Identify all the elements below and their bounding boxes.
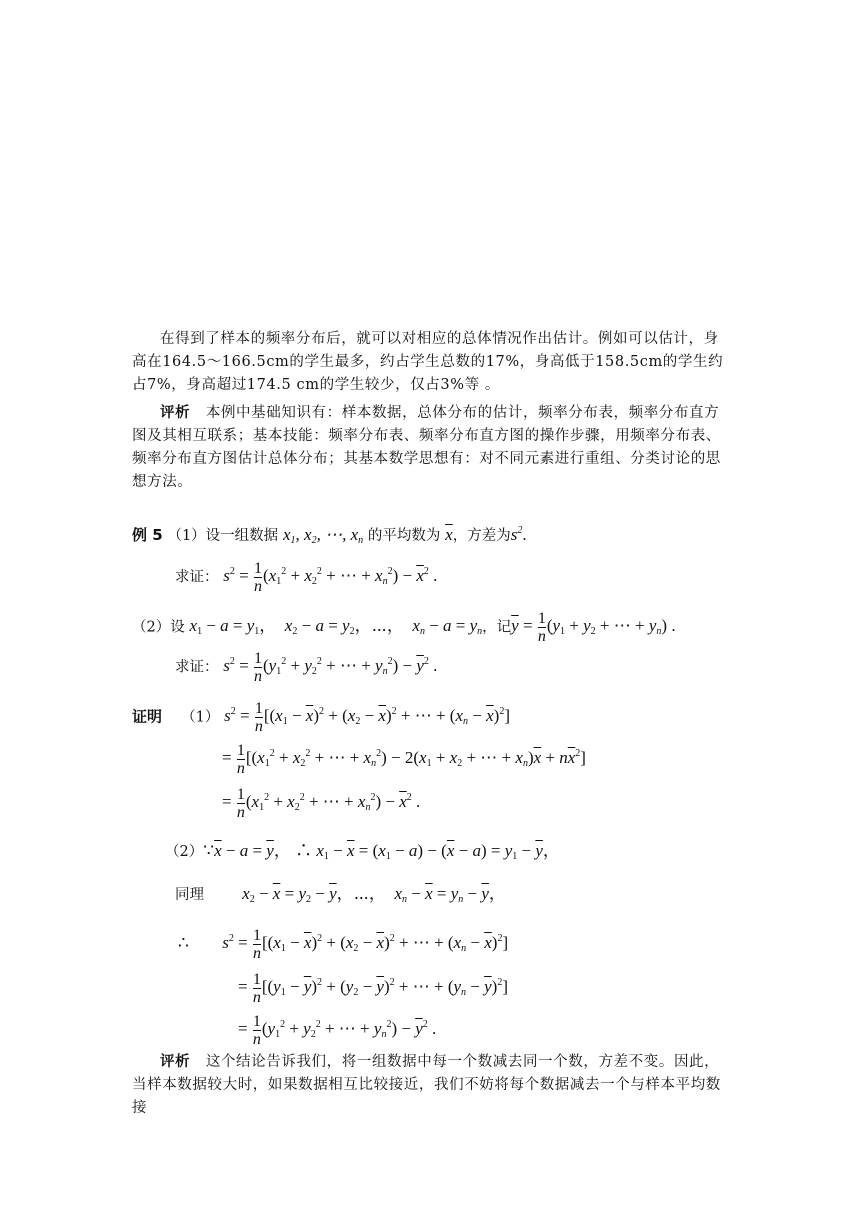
mean-y-formula: $\overline{y}$ = $\frac{1}{n}$ ($y_1 + y_2$ + ⋯ + $y_n$) . [511, 610, 676, 645]
example-5-part1: （1）设一组数据 [167, 528, 279, 544]
proof-1-line-3 [222, 786, 420, 821]
analysis-text: 本例中基础知识有：样本数据，总体分布的估计，频率分布表，频率分布直方图及其相互联系；基本技能：频率分布表、频率分布直方图的操作步骤，用频率分布表、频率分布直方图估计总体分布；其基本数学思想有：对不同元素进行重组、分类讨论的思想方法。 [132, 405, 721, 490]
proof-1-line-2 [222, 742, 586, 777]
paragraph-analysis-2 [132, 1050, 732, 1120]
ji-label: ，记 [482, 619, 512, 636]
part-2-label: （2）设 [132, 619, 185, 636]
example-5-end: ，方差为 [452, 528, 511, 544]
proof-2-line-3 [178, 927, 508, 962]
proof-2-formula-1: $\overline{x} - a = \overline{y}$， ∴ $x_1 - \overline{x} = (x_1 - a) - (\overline{x} - a) = y_1 - \overline{y}$， [214, 841, 560, 862]
paragraph-estimate [132, 328, 732, 397]
proof-2-formula-3: $s^2$ = $\frac{1}{n}$ [$(x_1 - \overline{x})^2 + (x_2 - \overline{x})^2$ + ⋯ + $(x_n - \overline{x})^2$] [222, 927, 509, 962]
proof-1-formula-3: = $\frac{1}{n}$ ($x_1^2 + x_2^2$ + ⋯ + $x_n^2) - \overline{x}^2$ . [222, 786, 421, 821]
paragraph-estimate-text: 在得到了样本的频率分布后，就可以对相应的总体情况作出估计。例如可以估计，身高在164.5～166.5cm的学生最多，约占学生总数的17%，身高低于158.5cm的学生约占7%，身高超过174.5 cm的学生较少，仅占3%等 。 [132, 331, 724, 393]
example-5-statement: 例 5 （1）设一组数据 $x_1$, $x_2$, ⋯, $x_n$ 的平均数为 $\overline{x}$，方差为$s^2$. [132, 525, 527, 546]
proof-2-formula-4: = $\frac{1}{n}$ [$(y_1 - \overline{y})^2 + (y_2 - \overline{y})^2$ + ⋯ + $(y_n - \overline{y})^2$] [238, 971, 509, 1006]
proof-2-formula-5: = $\frac{1}{n}$ ($y_1^2 + y_2^2$ + ⋯ + $y_n^2) - \overline{y}^2$ . [238, 1013, 437, 1048]
because-symbol: ∵ [203, 841, 215, 860]
prove-2 [175, 650, 437, 685]
proof-label: 证明 [132, 707, 163, 726]
proof-2-label: （2） [165, 844, 204, 860]
proof-1-label: （1） [181, 709, 220, 726]
proof-1-formula-1: $s^2$ = $\frac{1}{n}$ [$(x_1 - \overline{x})^2 + (x_2 - \overline{x})^2$ + ⋯ + $(x_n - \overline{x})^2$] [224, 700, 510, 735]
paragraph-analysis-1 [132, 401, 732, 494]
data-list-formula: $x_1$, $x_2$, ⋯, $x_n$ [282, 525, 364, 546]
proof-2-line-2 [175, 885, 506, 905]
mean-x-formula: $\overline{x}$ [445, 525, 453, 544]
proof-2-line-1 [165, 842, 560, 862]
proof-2-line-4 [238, 971, 508, 1006]
analysis-2-text: 这个结论告诉我们，将一组数据中每一个数减去同一个数，方差不变。因此，当样本数据较大时，如果数据相互比较接近，我们不妨将每个数据减去一个与样本平均数接 [132, 1054, 721, 1116]
prove-1 [175, 560, 437, 595]
example-5-label: 例 5 [132, 526, 163, 544]
prove-2-formula: $s^2$ = $\frac{1}{n}$ ($y_1^2 + y_2^2$ + ⋯ + $y_n^2) - \overline{y}^2$ . [223, 650, 438, 685]
prove-1-formula: $s^2$ = $\frac{1}{n}$ ($x_1^2 + x_2^2$ + ⋯ + $x_n^2) - \overline{x}^2$ . [223, 560, 438, 595]
therefore-symbol: ∴ [178, 933, 189, 953]
analysis-2-label: 评析 [160, 1053, 191, 1070]
prove-2-label: 求证： [175, 659, 219, 676]
example-5-mid: 的平均数为 [367, 528, 441, 544]
prove-1-label: 求证： [175, 569, 219, 586]
analysis-label: 评析 [160, 404, 191, 421]
tongli-label: 同理 [175, 887, 204, 903]
proof-2-formula-2: $x_2 - \overline{x} = y_2 - \overline{y}$，⋯， $x_n - \overline{x} = y_n - \overline{y}$， [242, 884, 506, 905]
proof-1-formula-2: = $\frac{1}{n}$ [($x_1^2 + x_2^2$ + ⋯ + $x_n^2) - 2(x_1 + x_2$ + ⋯ + $x_n)\overline{x} + n\overline{x}^2$] [222, 742, 586, 777]
part-2-formula: $x_1 - a = y_1$， $x_2 - a = y_2$，⋯， $x_n - a = y_n$ [189, 616, 483, 638]
variance-formula: $s^2$ [510, 525, 523, 544]
part-2-statement [132, 610, 676, 645]
proof-1-line-1 [132, 700, 510, 735]
proof-2-line-5 [238, 1013, 436, 1048]
